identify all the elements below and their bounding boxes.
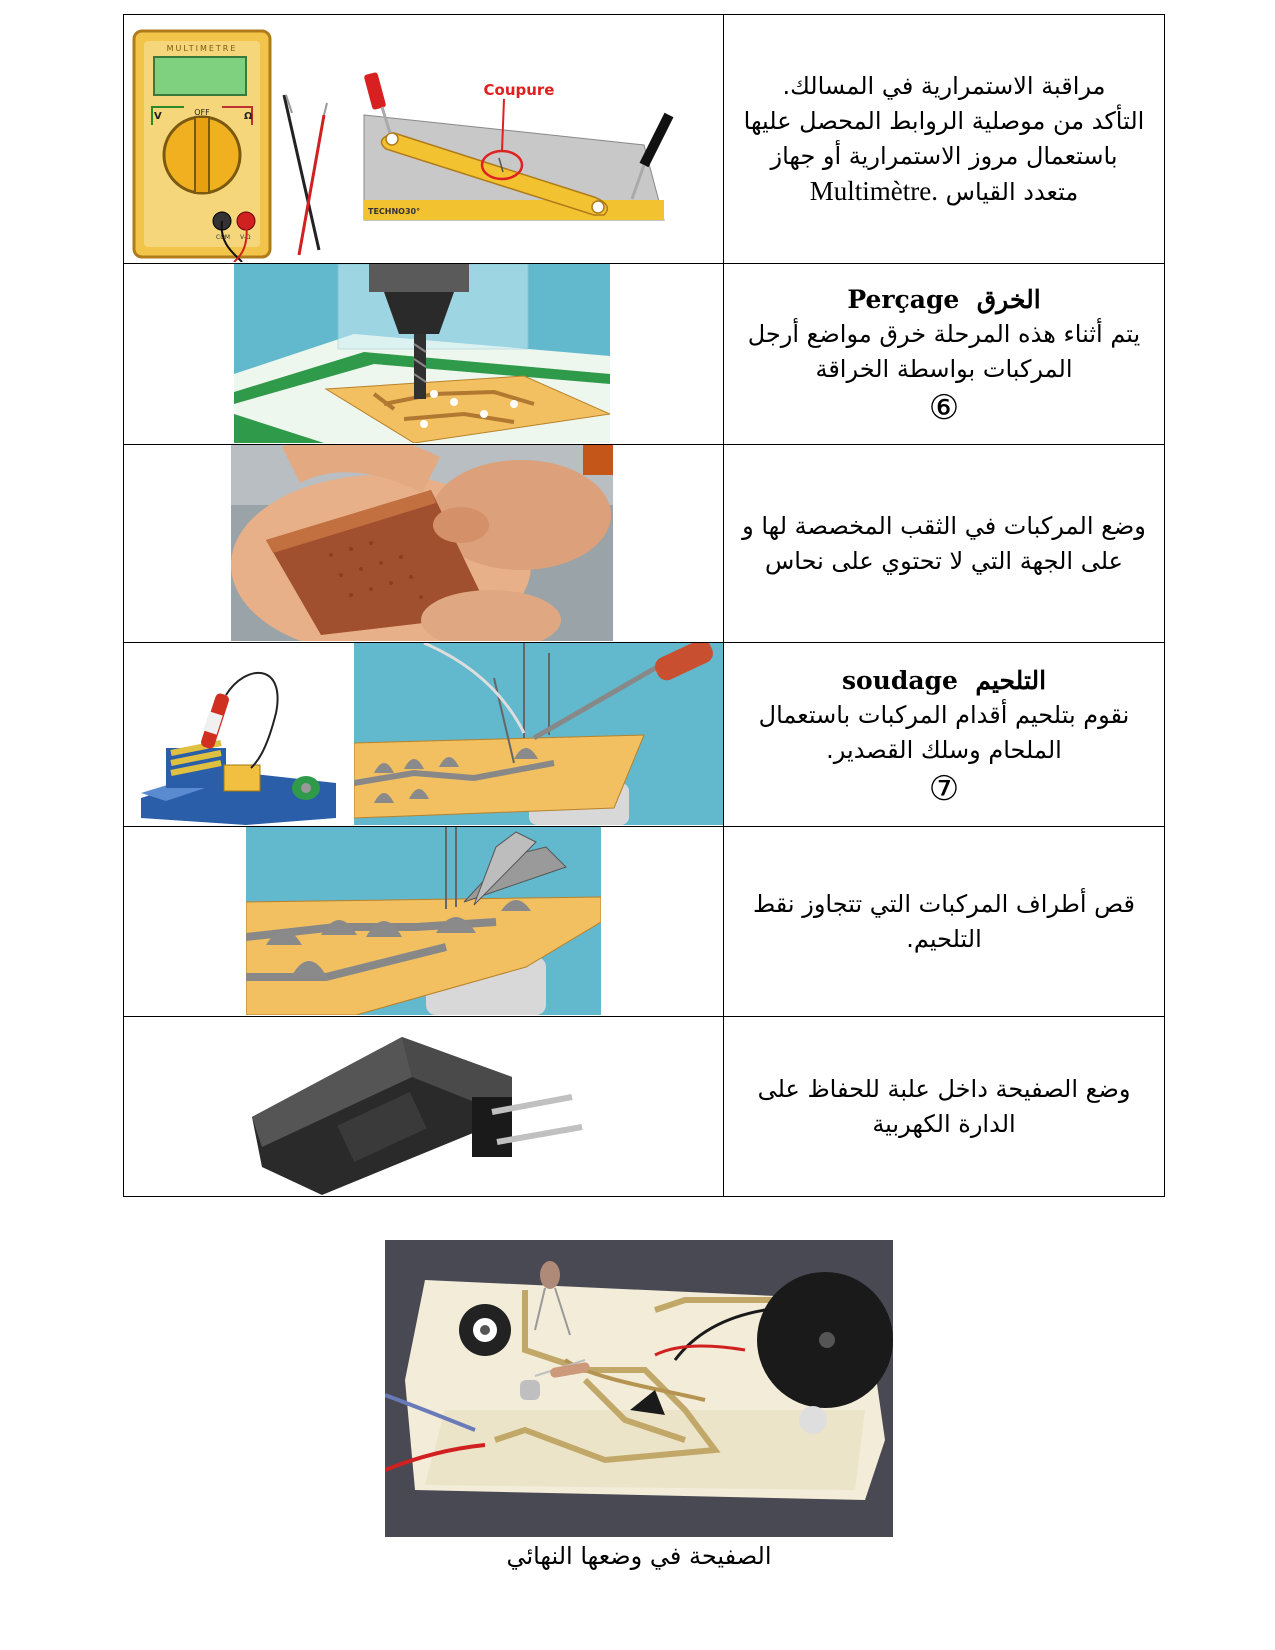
com-label: COM [216, 234, 231, 241]
enclosure-line-2: الدارة الكهربية [872, 1109, 1016, 1138]
off-label: OFF [194, 108, 210, 117]
small-capacitor [799, 1406, 827, 1434]
drilling-illustration-cell [124, 264, 724, 445]
inserting-text-cell [724, 445, 1165, 643]
step-number-7: ⑦ [928, 768, 960, 809]
step-row-drilling [124, 264, 1165, 445]
step-row-continuity [124, 15, 1165, 264]
continuity-line-2: التأكد من موصلية الروابط المحصل عليها [743, 106, 1145, 135]
step-number-6: ⑥ [928, 388, 960, 428]
adapter-enclosure-photo [242, 1017, 604, 1195]
enclosure-photo-cell [124, 1017, 724, 1197]
drilling-line-2: المركبات بواسطة الخراقة [815, 355, 1073, 383]
soldering-station-illustration [136, 643, 336, 825]
continuity-illustration-cell [124, 15, 724, 264]
cutting-line-1: قص أطراف المركبات التي تتجاوز نقط [753, 889, 1135, 918]
enclosure-line-1: وضع الصفيحة داخل علبة للحفاظ على [757, 1074, 1131, 1103]
cutting-illustration-cell [124, 827, 724, 1017]
drilling-title-ar: الخرق [976, 285, 1041, 314]
steps-table [123, 14, 1165, 1197]
techno-brand: TECHNO30° [368, 207, 421, 216]
enclosure-text-cell [724, 1017, 1165, 1197]
multimeter-display [154, 57, 246, 95]
capacitor [520, 1380, 540, 1400]
soldering-title [740, 663, 1148, 698]
coupure-label: Coupure [483, 81, 555, 99]
cutting-text-cell [724, 827, 1165, 1017]
soldering-title-fr: soudage [841, 665, 958, 695]
continuity-latin-ar: متعدد القياس [945, 177, 1079, 206]
solder-station-base [224, 765, 260, 791]
final-board-photo [385, 1240, 893, 1537]
drilling-title-fr: Perçage [847, 285, 960, 314]
soldering-line-1: نقوم بتلحيم أقدام المركبات باستعمال [758, 700, 1130, 729]
volt-label: V [154, 111, 162, 122]
continuity-text-cell [724, 15, 1165, 264]
hands-inserting-photo [231, 445, 613, 641]
vohm-label: V-Ω [240, 234, 251, 241]
step-row-inserting [124, 445, 1165, 643]
drilling-text-cell [724, 264, 1165, 445]
drilling-line-1: يتم أثناء هذه المرحلة خرق مواضع أرجل [747, 320, 1141, 348]
continuity-line-1: مراقبة الاستمرارية في المسالك. [782, 71, 1106, 100]
final-board-illustration [385, 1240, 893, 1537]
cutting-line-2: التلحيم. [906, 924, 982, 953]
step-row-cutting [124, 827, 1165, 1017]
final-board-caption: الصفيحة في وضعها النهائي [506, 1542, 772, 1570]
inserting-line-1: وضع المركبات في الثقب المخصصة لها و [742, 511, 1146, 540]
cutting-illustration [246, 827, 601, 1015]
multimeter-brand-text: MULTIMETRE [166, 44, 238, 53]
soldering-line-2: الملحام وسلك القصدير. [826, 735, 1062, 764]
inserting-photo-cell [124, 445, 724, 643]
continuity-line-3: باستعمال مروز الاستمرارية أو جهاز [770, 141, 1118, 170]
soldering-title-ar: التلحيم [975, 665, 1047, 695]
continuity-latin-fr: Multimètre. [809, 175, 939, 206]
soldering-illustration-cell [124, 643, 724, 827]
drilling-title [740, 282, 1148, 317]
drilling-illustration [234, 264, 610, 443]
ohm-label: Ω [244, 111, 253, 122]
drill-chuck [369, 264, 469, 292]
continuity-line-4 [740, 174, 1148, 210]
step-row-enclosure [124, 1017, 1165, 1197]
red-probe [299, 115, 324, 255]
step-row-soldering [124, 643, 1165, 827]
soldering-pcb-illustration [354, 643, 723, 825]
soldering-text-cell [724, 643, 1165, 827]
inserting-line-2: على الجهة التي لا تحتوي على نحاس [764, 546, 1123, 575]
multimeter-illustration [124, 15, 723, 262]
ldr-sensor [540, 1261, 560, 1289]
